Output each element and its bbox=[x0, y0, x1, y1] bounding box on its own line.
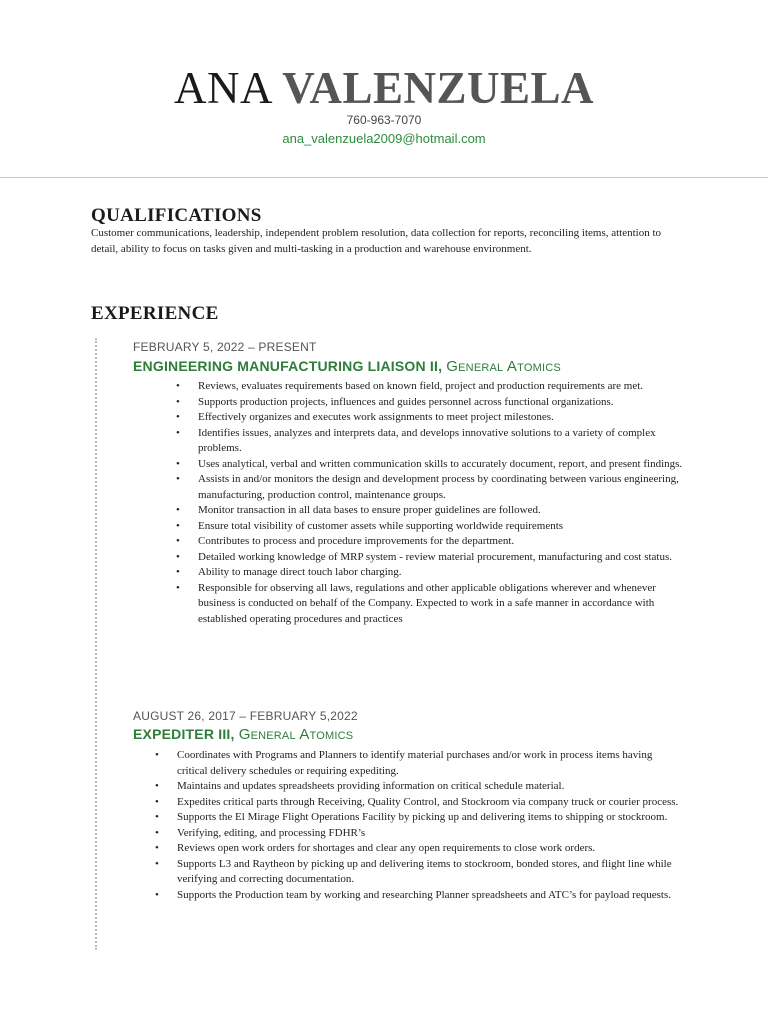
qualifications-text: Customer communications, leadership, independent problem resolution, data collection for reports, reconciling items, attention to detail, ability to focus on tasks given and multi-tasking in a production and warehouse environment. bbox=[91, 227, 662, 255]
list-item: • Supports production projects, influences and guides personnel across functional organizations. bbox=[174, 395, 684, 411]
list-item: • Verifying, editing, and processing FDHR’s bbox=[153, 826, 683, 842]
candidate-name bbox=[0, 62, 768, 114]
list-item: • Maintains and updates spreadsheets providing information on critical schedule material. bbox=[153, 779, 683, 795]
qualifications-heading: QUALIFICATIONS bbox=[91, 205, 262, 226]
last-name: VALENZUELA bbox=[282, 63, 595, 113]
list-item: • Supports the Production team by working and researching Planner spreadsheets and ATC’s for payload requests. bbox=[153, 888, 683, 904]
list-item: • Identifies issues, analyzes and interprets data, and develops innovative solutions to a variety of complex problems. bbox=[174, 426, 684, 457]
email-address[interactable]: ana_valenzuela2009@hotmail.com bbox=[282, 131, 486, 146]
job-1-title bbox=[133, 358, 561, 375]
list-item: • Supports L3 and Raytheon by picking up and delivering items to stockroom, bonded stores, and flight line while verifying and correcting documentation. bbox=[153, 857, 683, 888]
list-item: • Reviews open work orders for shortages and clear any open requirements to close work orders. bbox=[153, 841, 683, 857]
job-2-role: EXPEDITER III, bbox=[133, 726, 235, 742]
phone-number: 760-963-7070 bbox=[346, 113, 422, 127]
job-1-role: ENGINEERING MANUFACTURING LIAISON II, bbox=[133, 358, 443, 374]
list-item: • Supports the El Mirage Flight Operations Facility by picking up and delivering items to shipping or stockroom. bbox=[153, 810, 683, 826]
list-item: • Expedites critical parts through Receiving, Quality Control, and Stockroom via company truck or courier process. bbox=[153, 795, 683, 811]
job-2-title bbox=[133, 726, 353, 743]
list-item: • Contributes to process and procedure improvements for the department. bbox=[174, 534, 684, 550]
list-item: • Monitor transaction in all data bases to ensure proper guidelines are followed. bbox=[174, 503, 684, 519]
first-name: ANA bbox=[173, 63, 271, 113]
list-item: • Uses analytical, verbal and written communication skills to accurately document, report, and present findings. bbox=[174, 457, 684, 473]
experience-timeline bbox=[95, 338, 97, 950]
list-item: • Assists in and/or monitors the design and development process by coordinating between various engineering, manufacturing, production control, maintenance groups. bbox=[174, 472, 684, 503]
experience-heading: EXPERIENCE bbox=[91, 303, 219, 324]
list-item: • Ensure total visibility of customer assets while supporting worldwide requirements bbox=[174, 519, 684, 535]
header-divider bbox=[0, 177, 768, 178]
list-item: • Reviews, evaluates requirements based on known field, project and production requirements are met. bbox=[174, 379, 684, 395]
list-item: • Ability to manage direct touch labor charging. bbox=[174, 565, 684, 581]
job-2-bullet-list bbox=[153, 748, 683, 903]
job-1-company: General Atomics bbox=[446, 358, 561, 375]
job-1-bullet-list bbox=[174, 379, 684, 627]
job-2-dates: AUGUST 26, 2017 – FEBRUARY 5,2022 bbox=[133, 709, 358, 723]
list-item: • Effectively organizes and executes work assignments to meet project milestones. bbox=[174, 410, 684, 426]
job-1-dates: FEBRUARY 5, 2022 – PRESENT bbox=[133, 340, 317, 354]
list-item: • Detailed working knowledge of MRP system - review material procurement, manufacturing and cost status. bbox=[174, 550, 684, 566]
list-item: • Coordinates with Programs and Planners to identify material purchases and/or work in process items having critical delivery schedules or requiring expediting. bbox=[153, 748, 683, 779]
job-2-company: General Atomics bbox=[238, 726, 354, 743]
list-item: • Responsible for observing all laws, regulations and other applicable obligations wherever and whenever business is conducted on behalf of the Company. Expected to work in a safe manner in accordance with established operating procedures and practices bbox=[174, 581, 684, 628]
